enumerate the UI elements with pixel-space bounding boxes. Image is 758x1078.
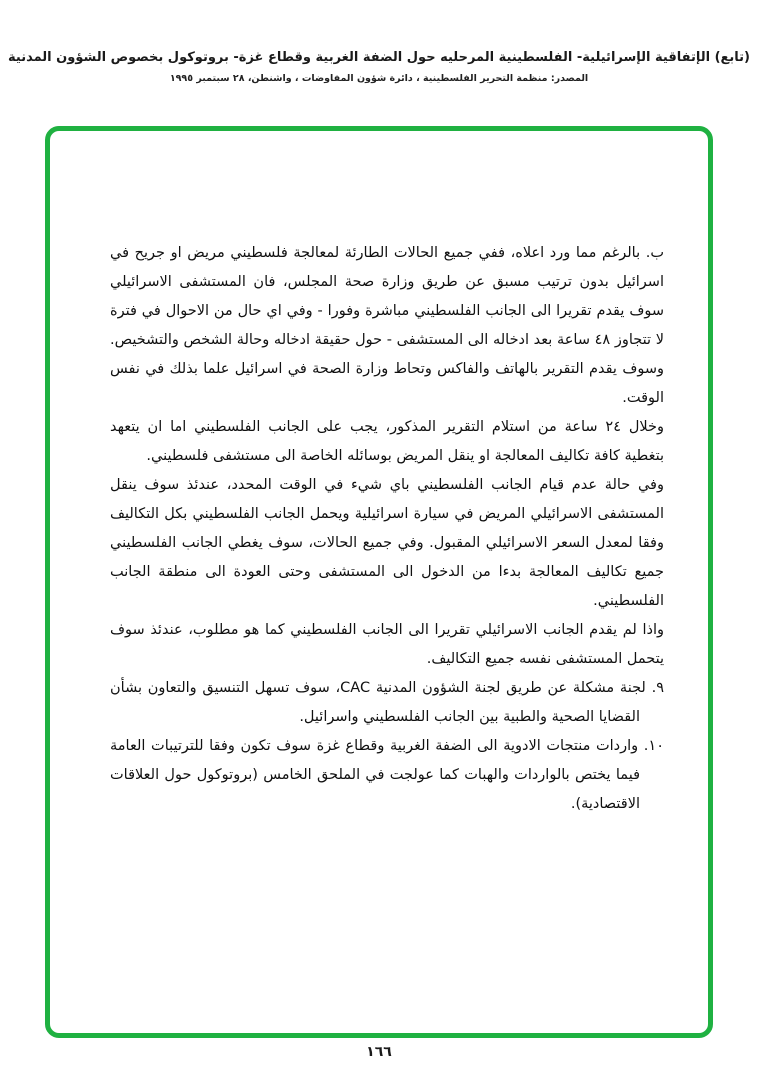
document-source-line: المصدر: منظمة التحرير الفلسطينية ، دائرة شؤون المفاوضات ، واشنطن، ٢٨ سبتمبر ١٩٩٥	[169, 73, 589, 84]
paragraph-no-report: واذا لم يقدم الجانب الاسرائيلي تقريرا الى الجانب الفلسطيني كما هو مطلوب، عندئذ سوف يتحمل المستشفى نفسه جميع التكاليف.	[110, 622, 664, 667]
document-body	[110, 239, 664, 819]
document-title: (تابع) الإتفاقية الإسرائيلية- الفلسطينية المرحليه حول الضفة الغربية وقطاع غزة- بروتوكول بخصوص الشؤون المدنية	[8, 50, 750, 65]
paragraph-24-hours: وخلال ٢٤ ساعة من استلام التقرير المذكور، يجب على الجانب الفلسطيني اما ان يتعهد بتغطية كافة تكاليف المعالجة او ينقل المريض بوسائله الخاصة الى مستشفى فلسطيني.	[110, 419, 665, 464]
paragraph-item-10: ١٠. واردات منتجات الادوية الى الضفة الغربية وقطاع غزة سوف تكون وفقا للترتيبات العامة فيما يختص بالواردات والهبات كما عولجت في الملحق الخامس (بروتوكول حول العلاقات الاقتصادية).	[110, 738, 664, 812]
document-header	[0, 50, 758, 84]
page-number: ١٦٦	[366, 1044, 392, 1060]
paragraph-no-action: وفي حالة عدم قيام الجانب الفلسطيني باي شيء في الوقت المحدد، عندئذ سوف ينقل المستشفى الاسرائيلي المريض في سيارة اسرائيلية ويحمل الجانب الفلسطيني بكل التكاليف وفقا لمعدل السعر الاسرائيلي المقبول. وفي جميع الحالات، سوف يغطي الجانب الفلسطيني جميع تكاليف المعالجة بدءا من الدخول الى المستشفى وحتى العودة الى منطقة الجانب الفلسطيني.	[110, 477, 664, 609]
green-border-frame	[45, 126, 713, 1038]
paragraph-clause-b: ب. بالرغم مما ورد اعلاه، ففي جميع الحالات الطارئة لمعالجة فلسطيني مريض او جريح في اسرائيل بدون ترتيب مسبق عن طريق وزارة صحة المجلس، فان المستشفى الاسرائيلي سوف يقدم تقريرا الى الجانب الفلسطيني مباشرة وفورا - وفي اي حال من الاحوال في فترة لا تتجاوز ٤٨ ساعة بعد ادخاله الى المستشفى - حول حقيقة ادخاله وحالة الشخص والتشخيص. وسوف يقدم التقرير بالهاتف والفاكس وتحاط وزارة الصحة في اسرائيل علما بذلك في نفس الوقت.	[110, 245, 664, 406]
paragraph-item-9: ٩. لجنة مشكلة عن طريق لجنة الشؤون المدنية CAC، سوف تسهل التنسيق والتعاون بشأن القضايا الصحية والطبية بين الجانب الفلسطيني واسرائيل.	[110, 680, 664, 725]
